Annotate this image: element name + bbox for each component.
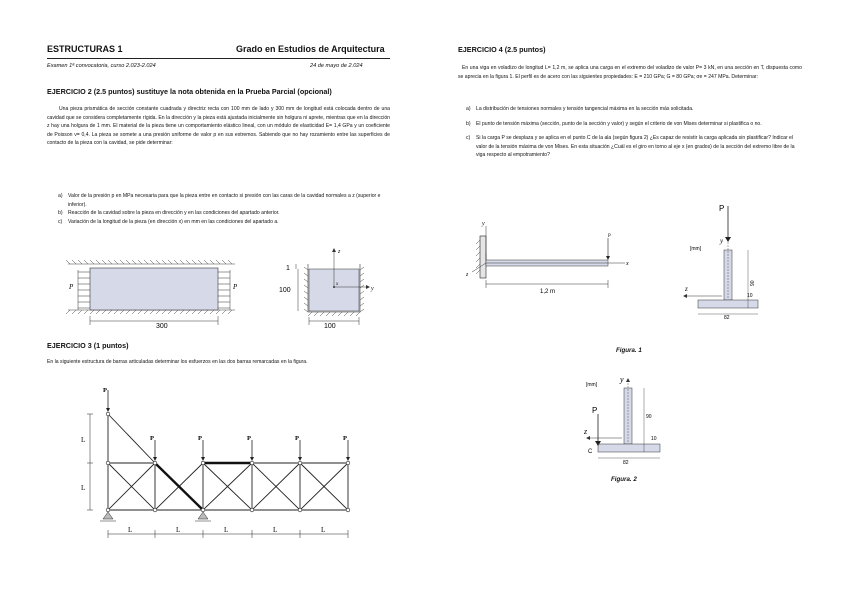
p-right-label: P [233, 283, 238, 291]
section-load-head [725, 237, 731, 242]
header-rule [47, 58, 390, 59]
section-axis-y-label: y [720, 237, 724, 245]
load-label-5: P [295, 435, 299, 442]
exam-date: 24 de mayo de 2.024 [310, 63, 363, 69]
ex4-title: EJERCICIO 4 (2.5 puntos) [458, 45, 546, 54]
wall-support [480, 236, 486, 278]
piece-body [90, 268, 218, 310]
load-arrows [108, 390, 348, 459]
tip-load-label: P [608, 234, 611, 239]
figure1-caption: Figura. 1 [616, 347, 642, 354]
fig2-load-label: P [592, 406, 598, 415]
height-label: 100 [279, 287, 291, 294]
span-label-5: L [321, 526, 326, 534]
fig2-axis-y-head [626, 378, 630, 382]
fig1-axis-z: z [466, 272, 469, 278]
span-label-3: L [224, 526, 229, 534]
section-flange-label: 10 [747, 293, 753, 299]
fig2-point-label: C [588, 449, 593, 455]
axis-z-label: z [338, 249, 341, 255]
ex4-item-b: b) El punto de tensión máxima (sección, punto de la sección y valor) y según el criterio de von Mises determinar si plastifica o no. [466, 120, 762, 127]
truss-supports [100, 512, 211, 521]
degree-title: Grado en Estudios de Arquitectura [236, 44, 385, 54]
exam-info: Examen 1ª convocatoria, curso 2.023-2.024 [47, 63, 156, 69]
p-left-label: P [69, 283, 74, 291]
fig1-axis-x: x [626, 261, 629, 267]
axis-x-label: x [336, 282, 339, 287]
ex4-item-c: c) Si la carga P se desplaza y se aplica en el punto C de la ala (según figura 2) ¿Es capaz de resistir la carga aplicada sin plastificar? Indicar el valor de la tensión máxima de von Mises. En esta situación ¿Cuál es el giro en torno al eje x (en grados) de la sección del extremo libre de la viga respecto al empotramiento? [466, 135, 795, 159]
ex3-title: EJERCICIO 3 (1 puntos) [47, 341, 129, 350]
ex3-truss-figure [78, 382, 368, 542]
fig2-axis-y-label: y [620, 375, 624, 384]
section-width-label: 82 [724, 315, 730, 321]
course-title: ESTRUCTURAS 1 [47, 44, 123, 54]
fig1-axis-y: y [482, 221, 485, 227]
length-label: 300 [156, 323, 168, 330]
ex2-item-c: c) Variación de la longitud de la pieza (en dirección x) en mm en las condiciones del apartado a. [58, 218, 279, 225]
width-label: 100 [324, 323, 336, 330]
load-label-4: P [247, 435, 251, 442]
ex2-figure [60, 242, 380, 334]
ex4-item-a: a) La distribución de tensiones normales y tensión tangencial máxima en la sección más solicitada. [466, 106, 694, 112]
ex2-title: EJERCICIO 2 (2.5 puntos) sustituye la nota obtenida en la Prueba Parcial (opcional) [47, 87, 332, 96]
height-label-2: L [81, 484, 86, 492]
fig2-axis-z-label: z [584, 427, 588, 436]
tip-load-head [606, 256, 610, 260]
ex2-item-a: a) Valor de la presión p en MPa necesaria para que la pieza entre en contacto si presión con las caras de la cavidad normales a z (superior e inferior). [58, 193, 381, 208]
section-load-label: P [719, 204, 725, 213]
load-arrow-heads [106, 408, 350, 461]
section-axis-z-label: z [685, 285, 688, 293]
t-flange [698, 300, 758, 308]
vertical-dims [87, 414, 93, 510]
load-label-6: P [343, 435, 347, 442]
section-axis-z-head [683, 294, 687, 298]
fig2-axis-z-head [586, 436, 590, 440]
ex2-item-b: b) Reacción de la cavidad sobre la pieza en dirección y en las condiciones del apartado anterior. [58, 210, 280, 217]
fig1-units: [mm] [690, 246, 702, 252]
fig2-units: [mm] [586, 382, 598, 388]
span-label-1: L [128, 526, 133, 534]
section-height-label: 90 [750, 280, 756, 286]
load-label-2: P [150, 435, 154, 442]
gap-label: 1 [286, 265, 290, 272]
span-label-2: L [176, 526, 181, 534]
figure2-caption: Figura. 2 [611, 476, 637, 483]
span-label-4: L [273, 526, 278, 534]
fig2-flange-label: 10 [651, 436, 657, 442]
load-label-1: P [103, 387, 107, 394]
pressure-arrows-right [218, 270, 230, 310]
ex3-paragraph: En la siguiente estructura de barras articuladas determinar los esfuerzos en las dos barras remarcadas en la figura. [47, 359, 308, 365]
ex2-items [58, 192, 390, 226]
fig2-width-label: 82 [623, 460, 629, 466]
ex4-figure2 [580, 370, 690, 470]
ex2-paragraph: Una pieza prismática de sección constante cuadrada y directriz recta con 100 mm de lado y 300 mm de longitud está colocada dentro de una cavidad que se considera completamente rígida. En la dirección y la pieza está ajustada inicialmente sin holgura ni aprete, mientras que en la dirección z hay una holgura de 1 mm. El material de la pieza tiene un comportamiento elástico lineal, con un módulo de elasticidad E= 1,4 GPa y un coeficiente de Poisson ν= 0,4. La pieza se somete a una presión uniforme de valor p en sus extremos. Sabiendo que no hay rozamiento entre las superficies de contacto de la pieza con la cavidad, se pide determinar: [47, 106, 390, 147]
pressure-arrows-left [78, 270, 90, 310]
ex4-figure1 [460, 198, 800, 328]
ex4-items [466, 105, 802, 160]
axis-y-label: y [371, 286, 374, 292]
ex4-paragraph: En una viga en voladizo de longitud L= 1,2 m, se aplica una carga en el extremo del voladizo de valor P= 3 kN, en una sección en T, dispuesta como se aprecia en la figura 1. El perfil es de acero con las siguientes propiedades: E = 210 GPa; G = 80 GPa; σe = 247 MPa. Determinar: [458, 65, 802, 80]
height-label-1: L [81, 436, 86, 444]
load-label-3: P [198, 435, 202, 442]
fig2-height-label: 90 [646, 414, 652, 420]
beam-length-label: 1,2 m [540, 289, 556, 295]
fig2-t-flange [598, 444, 660, 452]
